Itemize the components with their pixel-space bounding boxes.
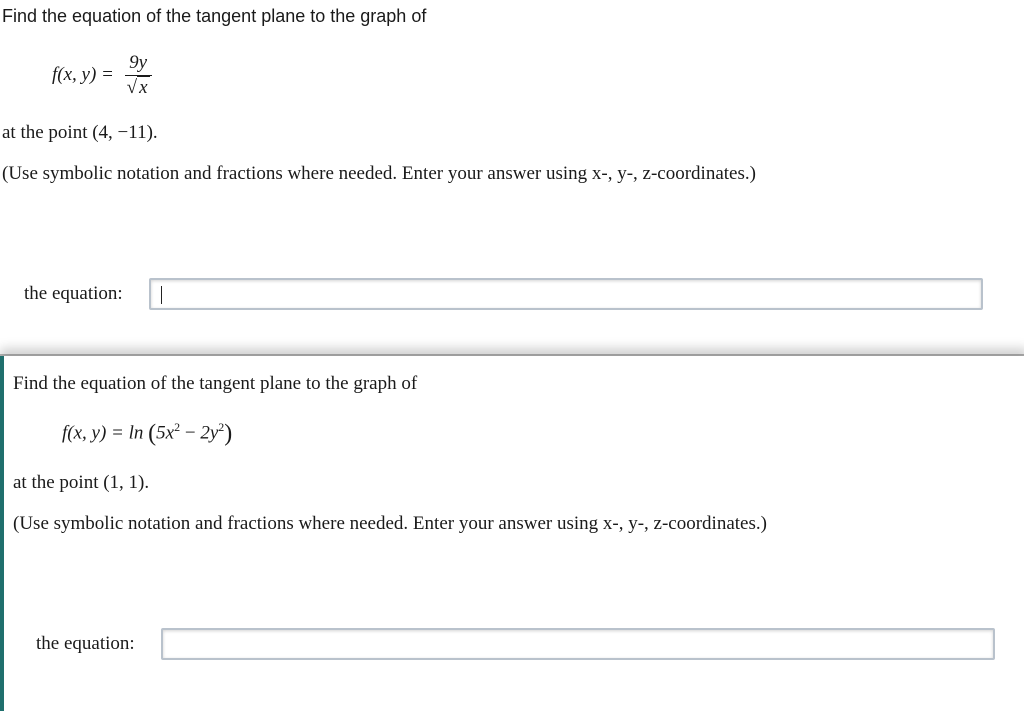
problem-2-panel <box>0 356 1024 711</box>
problem-2-exp-a: 2 <box>174 420 181 434</box>
problem-2-equation-input[interactable] <box>161 628 995 660</box>
problem-2-instructions: (Use symbolic notation and fractions where needed. Enter your answer using x-, y-, z-coordinates.) <box>13 513 767 534</box>
text-caret <box>161 286 162 304</box>
problem-2-term-a: 5x <box>156 422 175 444</box>
problem-1-denominator <box>125 77 152 99</box>
problem-1-prompt: Find the equation of the tangent plane to the graph of <box>2 6 427 26</box>
problem-2-function <box>62 420 232 447</box>
problem-1-answer-label: the equation: <box>24 283 123 304</box>
problem-1-instructions: (Use symbolic notation and fractions where needed. Enter your answer using x-, y-, z-coordinates.) <box>2 163 756 184</box>
problem-2-minus: − <box>180 422 201 444</box>
problem-2-exp-b: 2 <box>218 420 225 434</box>
open-paren: ( <box>148 420 157 447</box>
problem-1-function-lhs: f(x, y) = <box>52 63 114 85</box>
problem-2-prompt: Find the equation of the tangent plane to the graph of <box>13 373 418 394</box>
problem-1-equation-input[interactable] <box>149 278 983 310</box>
close-paren: ) <box>224 420 233 447</box>
problem-2-function-lhs: f(x, y) = ln <box>62 422 144 444</box>
problem-1-point: at the point (4, −11). <box>2 122 158 143</box>
problem-2-answer-label: the equation: <box>36 633 135 654</box>
problem-2-term-b: 2y <box>200 422 219 444</box>
problem-1-function <box>52 52 152 99</box>
sqrt-icon: √ <box>126 77 138 98</box>
problem-1-fraction <box>125 52 152 99</box>
problem-1-radicand: x <box>139 77 148 98</box>
problem-2-point: at the point (1, 1). <box>13 472 150 493</box>
problem-1-numerator: 9y <box>129 52 148 73</box>
